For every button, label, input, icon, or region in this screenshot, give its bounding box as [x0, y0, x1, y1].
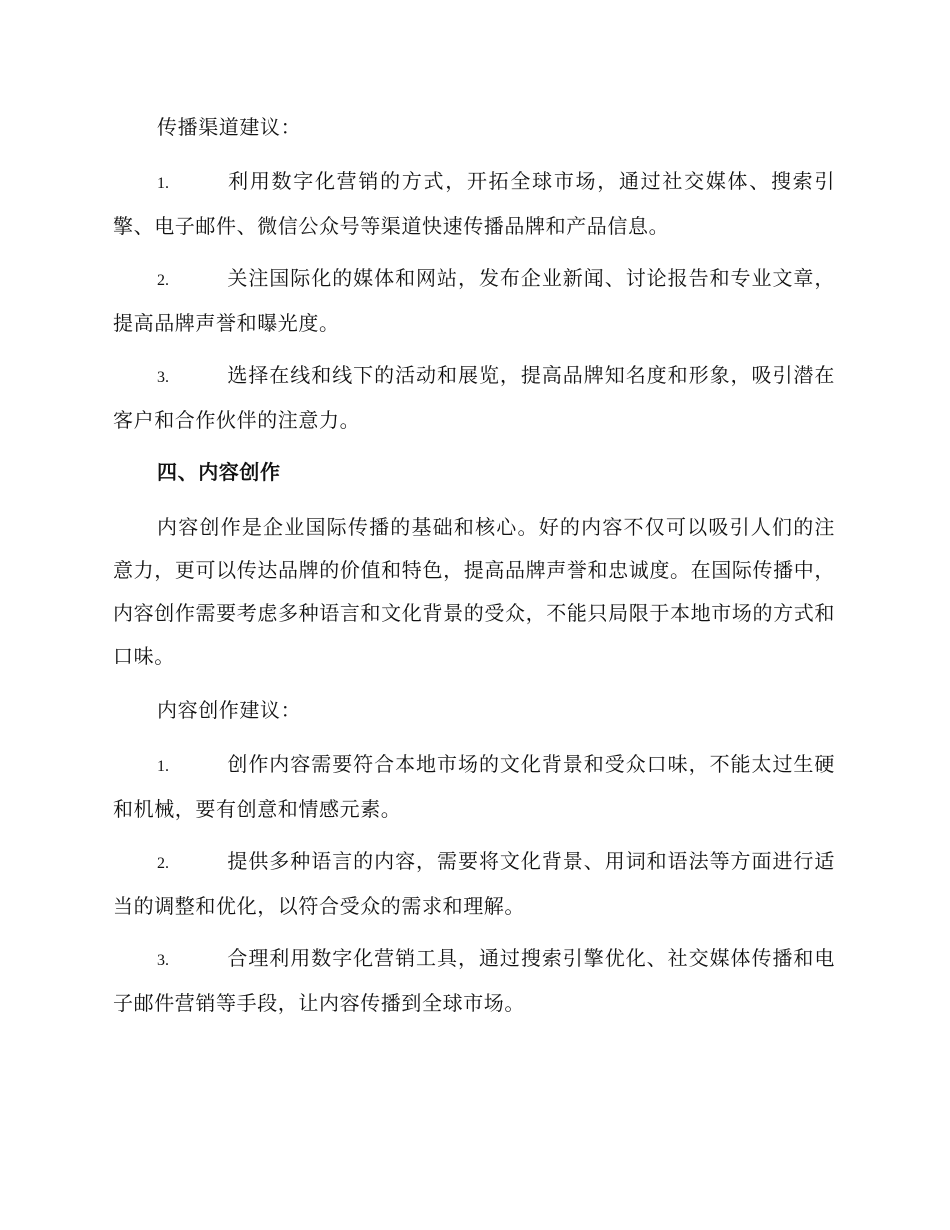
list-item-text: 利用数字化营销的方式，开拓全球市场，通过社交媒体、搜索引擎、电子邮件、微信公众号等渠道快速传播品牌和产品信息。	[113, 169, 835, 238]
list-item-text: 关注国际化的媒体和网站，发布企业新闻、讨论报告和专业文章，提高品牌声誉和曝光度。	[113, 266, 835, 335]
section-heading: 四、内容创作	[157, 460, 281, 484]
list-item-text: 选择在线和线下的活动和展览，提高品牌知名度和形象，吸引潜在客户和合作伙伴的注意力。	[113, 363, 835, 432]
list-item-text: 创作内容需要符合本地市场的文化背景和受众口味，不能太过生硬和机械，要有创意和情感元素。	[113, 752, 835, 821]
list-number: 2.	[157, 855, 169, 872]
list-number: 3.	[157, 369, 169, 386]
list-item-text: 合理利用数字化营销工具，通过搜索引擎优化、社交媒体传播和电子邮件营销等手段，让内容传播到全球市场。	[113, 946, 835, 1015]
content-intro: 内容创作建议：	[157, 698, 302, 722]
channels-item-2	[113, 257, 835, 345]
channels-intro: 传播渠道建议：	[157, 115, 302, 139]
section-body: 内容创作是企业国际传播的基础和核心。好的内容不仅可以吸引人们的注意力，更可以传达品牌的价值和特色，提高品牌声誉和忠诚度。在国际传播中，内容创作需要考虑多种语言和文化背景的受众，不能只局限于本地市场的方式和口味。	[113, 515, 835, 668]
channels-item-3	[113, 354, 835, 442]
list-number: 2.	[157, 272, 169, 289]
list-item-text: 提供多种语言的内容，需要将文化背景、用词和语法等方面进行适当的调整和优化，以符合受众的需求和理解。	[113, 849, 835, 918]
list-number: 1.	[157, 758, 169, 775]
content-item-3	[113, 937, 835, 1025]
list-number: 1.	[157, 175, 169, 192]
list-number: 3.	[157, 952, 169, 969]
content-item-2	[113, 840, 835, 928]
content-item-1	[113, 743, 835, 831]
channels-item-1	[113, 160, 835, 248]
